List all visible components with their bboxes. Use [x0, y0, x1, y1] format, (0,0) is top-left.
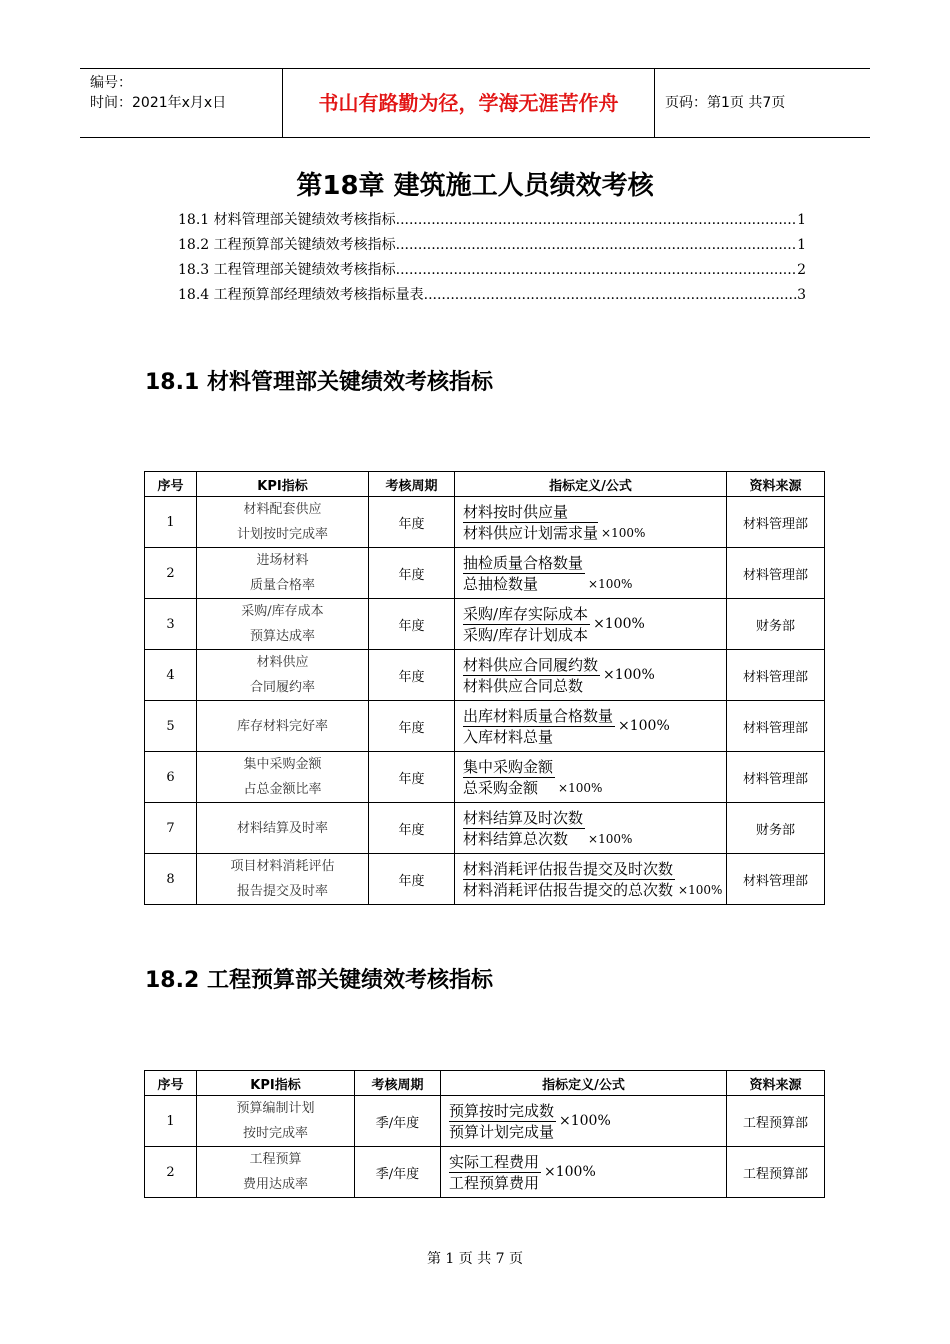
col-header: 资料来源 — [727, 1071, 825, 1096]
formula-denominator: 工程预算费用 — [449, 1173, 540, 1192]
table-row — [145, 1147, 825, 1198]
kpi-name-line2: 合同履约率 — [249, 680, 315, 695]
kpi-name-line1: 材料结算及时率 — [236, 820, 328, 836]
kpi-name-line1: 进场材料 — [256, 553, 309, 568]
kpi-name — [197, 497, 369, 548]
toc-entry-text: 18.1 材料管理部关键绩效考核指标 — [178, 212, 396, 228]
kpi-name-line2: 报告提交及时率 — [236, 884, 328, 899]
kpi-name-line1: 集中采购金额 — [243, 757, 322, 772]
col-header: 序号 — [145, 472, 197, 497]
col-header: 考核周期 — [355, 1071, 441, 1096]
page-footer: 第 1 页 共 7 页 — [426, 1251, 524, 1267]
formula-fraction — [463, 655, 600, 696]
data-source: 材料管理部 — [727, 650, 825, 701]
formula-cell — [455, 599, 727, 650]
col-header: KPI指标 — [197, 472, 369, 497]
formula-cell — [455, 701, 727, 752]
review-period: 年度 — [369, 599, 455, 650]
kpi-name — [197, 1147, 355, 1198]
review-period: 年度 — [369, 650, 455, 701]
formula-cell — [455, 752, 727, 803]
kpi-name-line1: 库存材料完好率 — [236, 718, 328, 734]
formula-fraction — [449, 1152, 541, 1193]
row-number: 1 — [145, 497, 197, 548]
toc-entry[interactable] — [178, 283, 806, 307]
data-source: 财务部 — [727, 803, 825, 854]
kpi-name-line1: 工程预算 — [249, 1152, 302, 1167]
formula-numerator: 实际工程费用 — [449, 1152, 540, 1171]
review-period: 年度 — [369, 497, 455, 548]
kpi-name-line2: 费用达成率 — [242, 1177, 308, 1192]
formula-fraction — [449, 1101, 556, 1142]
formula-cell — [455, 650, 727, 701]
toc-entry-text: 18.3 工程管理部关键绩效考核指标 — [178, 262, 396, 278]
row-number: 2 — [145, 548, 197, 599]
review-period: 季/年度 — [355, 1096, 441, 1147]
formula-multiplier: ×100% — [558, 780, 603, 795]
toc-entry[interactable] — [178, 208, 806, 232]
kpi-name — [197, 701, 369, 752]
data-source: 材料管理部 — [727, 701, 825, 752]
kpi-name — [197, 599, 369, 650]
data-source: 工程预算部 — [727, 1147, 825, 1198]
formula-fraction — [463, 859, 675, 900]
table-row — [145, 650, 825, 701]
review-period: 年度 — [369, 854, 455, 905]
col-header: 指标定义/公式 — [441, 1071, 727, 1096]
formula-multiplier: ×100% — [618, 718, 670, 734]
formula-numerator: 采购/库存实际成本 — [463, 604, 589, 623]
review-period: 季/年度 — [355, 1147, 441, 1198]
col-header: 指标定义/公式 — [455, 472, 727, 497]
data-source: 材料管理部 — [727, 854, 825, 905]
toc-entry-page: 3 — [797, 287, 806, 303]
review-period: 年度 — [369, 548, 455, 599]
review-period: 年度 — [369, 701, 455, 752]
formula-denominator: 预算计划完成量 — [449, 1122, 555, 1141]
table-row — [145, 599, 825, 650]
formula-multiplier: ×100% — [559, 1113, 611, 1129]
data-source: 财务部 — [727, 599, 825, 650]
col-header: 序号 — [145, 1071, 197, 1096]
formula-numerator: 材料按时供应量 — [463, 502, 598, 523]
formula-cell — [455, 548, 727, 599]
toc-entry[interactable] — [178, 258, 806, 282]
kpi-name-line1: 预算编制计划 — [236, 1101, 315, 1116]
table-row — [145, 701, 825, 752]
toc-entry-page: 1 — [797, 237, 806, 253]
row-number: 3 — [145, 599, 197, 650]
formula-cell — [455, 854, 727, 905]
formula-denominator: 材料供应合同总数 — [463, 676, 584, 695]
header-motto: 书山有路勤为径，学海无涯苦作舟 — [282, 69, 655, 137]
formula-fraction — [463, 502, 598, 543]
kpi-name — [197, 1096, 355, 1147]
header-meta — [80, 69, 282, 137]
formula-fraction — [463, 808, 585, 849]
col-header: KPI指标 — [197, 1071, 355, 1096]
chapter-title: 第18章 建筑施工人员绩效考核 — [296, 171, 654, 201]
toc-entry-page: 1 — [797, 212, 806, 228]
kpi-table-budget — [144, 1070, 825, 1198]
table-row — [145, 1096, 825, 1147]
header-page-label: 页码：第1页 共7页 — [665, 95, 786, 111]
row-number: 8 — [145, 854, 197, 905]
row-number: 5 — [145, 701, 197, 752]
toc-entry-text: 18.2 工程预算部关键绩效考核指标 — [178, 237, 396, 253]
row-number: 4 — [145, 650, 197, 701]
formula-numerator: 出库材料质量合格数量 — [463, 706, 614, 725]
table-row — [145, 803, 825, 854]
kpi-name — [197, 854, 369, 905]
table-header-row — [145, 1071, 825, 1096]
kpi-name — [197, 803, 369, 854]
formula-cell — [441, 1096, 727, 1147]
formula-numerator: 预算按时完成数 — [449, 1101, 555, 1120]
formula-denominator: 材料结算总次数 — [463, 829, 569, 848]
formula-numerator: 材料供应合同履约数 — [463, 655, 599, 674]
toc-entry[interactable] — [178, 233, 806, 257]
formula-fraction — [463, 757, 555, 798]
formula-multiplier: ×100% — [603, 667, 655, 683]
data-source: 工程预算部 — [727, 1096, 825, 1147]
formula-fraction — [463, 604, 590, 645]
toc-entry-page: 2 — [797, 262, 806, 278]
kpi-name-line1: 材料供应 — [256, 655, 309, 670]
section-heading: 18.2 工程预算部关键绩效考核指标 — [145, 968, 493, 993]
code-label: 编号： — [90, 75, 132, 91]
formula-multiplier: ×100% — [588, 831, 633, 846]
kpi-table-materials — [144, 471, 825, 905]
formula-denominator: 入库材料总量 — [463, 727, 554, 746]
data-source: 材料管理部 — [727, 752, 825, 803]
kpi-name-line1: 采购/库存成本 — [241, 604, 324, 619]
formula-denominator: 采购/库存计划成本 — [463, 625, 589, 644]
kpi-name-line2: 预算达成率 — [249, 629, 315, 644]
kpi-name-line2: 质量合格率 — [249, 578, 315, 593]
table-row — [145, 854, 825, 905]
formula-cell — [455, 803, 727, 854]
formula-multiplier: ×100% — [678, 882, 723, 897]
formula-cell — [455, 497, 727, 548]
row-number: 1 — [145, 1096, 197, 1147]
formula-denominator: 材料供应计划需求量 — [463, 523, 599, 542]
formula-numerator: 材料消耗评估报告提交及时次数 — [463, 859, 674, 878]
table-header-row — [145, 472, 825, 497]
formula-fraction — [463, 553, 585, 594]
kpi-name-line1: 项目材料消耗评估 — [230, 859, 335, 874]
table-row — [145, 497, 825, 548]
kpi-name — [197, 752, 369, 803]
kpi-name — [197, 650, 369, 701]
review-period: 年度 — [369, 752, 455, 803]
col-header: 资料来源 — [727, 472, 825, 497]
table-row — [145, 752, 825, 803]
formula-denominator: 总采购金额 — [463, 778, 539, 797]
formula-multiplier: ×100% — [544, 1164, 596, 1180]
formula-multiplier: ×100% — [588, 576, 633, 591]
section-heading: 18.1 材料管理部关键绩效考核指标 — [145, 370, 493, 395]
kpi-name — [197, 548, 369, 599]
kpi-name-line2: 计划按时完成率 — [236, 527, 328, 542]
data-source: 材料管理部 — [727, 497, 825, 548]
formula-denominator: 总抽检数量 — [463, 574, 539, 593]
table-row — [145, 548, 825, 599]
review-period: 年度 — [369, 803, 455, 854]
kpi-name-line1: 材料配套供应 — [243, 502, 322, 517]
formula-numerator: 集中采购金额 — [463, 757, 554, 776]
row-number: 2 — [145, 1147, 197, 1198]
col-header: 考核周期 — [369, 472, 455, 497]
formula-fraction — [463, 706, 615, 747]
row-number: 7 — [145, 803, 197, 854]
formula-numerator: 材料结算及时次数 — [463, 808, 584, 827]
kpi-name-line2: 按时完成率 — [242, 1126, 308, 1141]
toc-entry-text: 18.4 工程预算部经理绩效考核指标量表 — [178, 287, 424, 303]
formula-cell — [441, 1147, 727, 1198]
page-header — [80, 68, 870, 138]
row-number: 6 — [145, 752, 197, 803]
formula-numerator: 抽检质量合格数量 — [463, 553, 584, 572]
kpi-name-line2: 占总金额比率 — [243, 782, 322, 797]
data-source: 材料管理部 — [727, 548, 825, 599]
formula-denominator: 材料消耗评估报告提交的总次数 — [463, 880, 674, 899]
date-label: 时间：2021年x月x日 — [90, 95, 227, 111]
formula-multiplier: ×100% — [601, 525, 646, 540]
formula-multiplier: ×100% — [593, 616, 645, 632]
